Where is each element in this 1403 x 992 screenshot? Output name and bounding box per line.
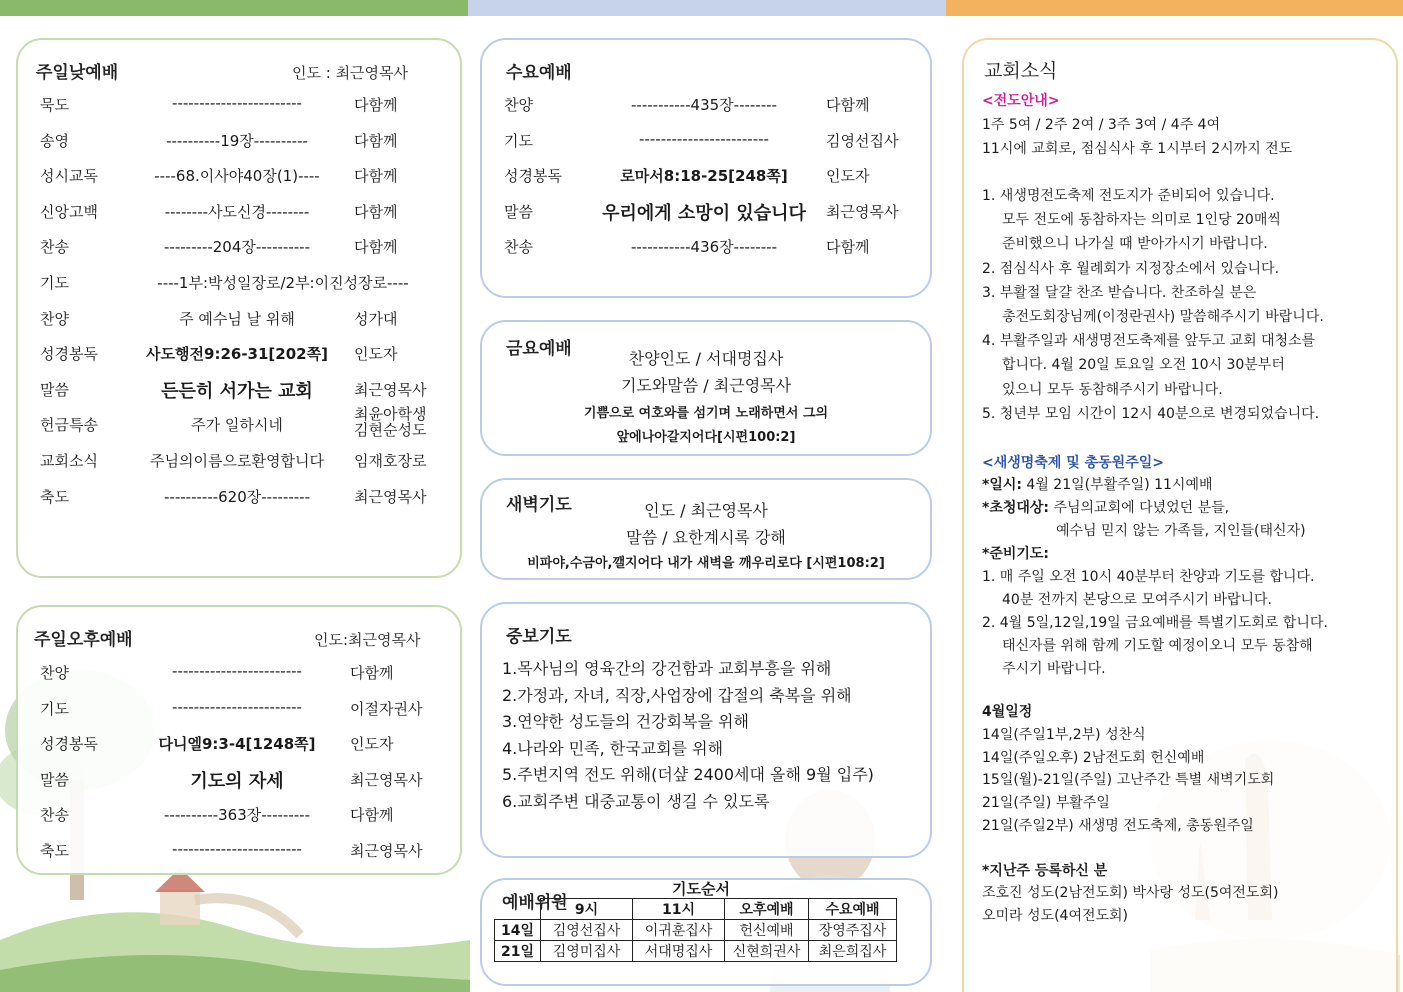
duty-cell: 김영미집사 bbox=[541, 941, 633, 962]
friday-verse-line1: 기쁨으로 여호와를 섬기며 노래하면서 그의 bbox=[583, 406, 829, 421]
notice-line: 준비했으니 나가실 때 받아가시기 바랍니다. bbox=[1002, 236, 1268, 253]
duty-row bbox=[495, 920, 897, 941]
prep-prayer-line: 1. 매 주일 오전 10시 40분부터 찬양과 기도를 합니다. bbox=[982, 569, 1315, 585]
newcomers-heading: *지난주 등록하신 분 bbox=[982, 863, 1108, 879]
sunday-pm-leader: 인도:최근영목사 bbox=[314, 631, 421, 649]
duty-panel bbox=[480, 878, 932, 986]
sunday-am-row-content: 주님의이름으로환영합니다 bbox=[150, 452, 324, 470]
sunday-pm-row-content: ------------------------ bbox=[172, 662, 302, 680]
sunday-am-row-content: ----68.이사야40장(1)---- bbox=[154, 167, 320, 186]
friday-title: 금요예배 bbox=[506, 339, 572, 359]
sunday-pm-row-label: 축도 bbox=[40, 841, 69, 860]
duty-row bbox=[495, 941, 897, 962]
sunday-am-row-person: 다함께 bbox=[354, 202, 398, 221]
newcomer-line: 조호진 성도(2남전도회) 박사랑 성도(5여전도회) bbox=[982, 885, 1279, 901]
sunday-pm-row-person: 다함께 bbox=[350, 806, 394, 824]
festival-invite-value: 주님의교회에 다녔었던 분들, bbox=[1049, 500, 1230, 516]
wednesday-row-label: 찬송 bbox=[504, 238, 533, 257]
wednesday-row-person: 인도자 bbox=[826, 167, 870, 186]
april-schedule-item: 14일(주일1부,2부) 성찬식 bbox=[982, 727, 1146, 743]
duty-date-cell: 21일 bbox=[495, 941, 541, 962]
festival-invite-label: *초청대상: bbox=[982, 500, 1050, 516]
duty-cell: 김영선집사 bbox=[541, 920, 633, 941]
sunday-am-row-content: ----------19장---------- bbox=[166, 131, 308, 150]
sunday-pm-panel bbox=[16, 605, 462, 875]
intercession-item: 2.가정과, 자녀, 직장,사업장에 갑절의 축복을 위해 bbox=[502, 685, 852, 705]
intercession-item: 1.목사님의 영육간의 강건함과 교회부흥을 위해 bbox=[502, 659, 832, 678]
duty-title: 예배위원 bbox=[502, 893, 568, 913]
duty-header-cell: 11시 bbox=[633, 899, 725, 920]
duty-cell: 이귀훈집사 bbox=[633, 920, 725, 941]
dawn-leader: 인도 / 최근영목사 bbox=[644, 501, 768, 520]
festival-date bbox=[982, 474, 1213, 494]
prep-prayer-label: *준비기도: bbox=[982, 546, 1050, 562]
festival-invite-continued: 예수님 믿지 않는 가족들, 지인들(태신자) bbox=[1056, 523, 1306, 539]
festival-date-value: 4월 21일(부활주일) 11시예배 bbox=[1021, 477, 1213, 493]
sunday-am-row-label: 헌금특송 bbox=[40, 416, 98, 435]
sunday-pm-row-content: ------------------------ bbox=[172, 839, 302, 858]
sunday-pm-row-label: 찬양 bbox=[40, 664, 69, 682]
sunday-pm-row-label: 기도 bbox=[40, 699, 69, 718]
sunday-am-panel bbox=[16, 38, 462, 578]
duty-header-cell: 수요예배 bbox=[809, 899, 897, 920]
dawn-prayer-panel bbox=[480, 478, 932, 580]
intercession-title: 중보기도 bbox=[506, 627, 572, 647]
april-schedule-item: 21일(주일) 부활주일 bbox=[982, 795, 1110, 812]
intercession-item: 5.주변지역 전도 위해(더샾 2400세대 올해 9월 입주) bbox=[502, 765, 874, 785]
festival-heading: <새생명축제 및 총동원주일> bbox=[982, 455, 1164, 471]
wednesday-row-label: 찬양 bbox=[504, 96, 533, 114]
intercession-panel bbox=[480, 602, 932, 858]
wednesday-row-content: 로마서8:18-25[248쪽] bbox=[620, 167, 788, 186]
sunday-am-row-person: 다함께 bbox=[354, 167, 398, 186]
notice-line: 4. 부활주일과 새생명전도축제를 앞두고 교회 대청소를 bbox=[982, 333, 1316, 350]
sunday-am-row-person: 다함께 bbox=[354, 238, 398, 257]
sunday-am-row-label: 교회소식 bbox=[40, 452, 98, 470]
duty-subtitle: 기도순서 bbox=[672, 880, 730, 898]
top-band-green bbox=[0, 0, 468, 16]
wednesday-row-content: -----------435장-------- bbox=[631, 96, 777, 114]
friday-sermon: 기도와말씀 / 최근영목사 bbox=[620, 376, 792, 395]
dawn-title: 새벽기도 bbox=[506, 495, 572, 515]
wednesday-row-label: 성경봉독 bbox=[504, 167, 562, 186]
wednesday-row-content: 우리에게 소망이 있습니다 bbox=[602, 202, 806, 224]
wednesday-row-person: 다함께 bbox=[826, 96, 870, 114]
sunday-am-title: 주일낮예배 bbox=[36, 63, 119, 83]
top-band-orange bbox=[946, 0, 1403, 16]
sunday-am-row-person: 최근영목사 bbox=[354, 487, 427, 506]
friday-panel bbox=[480, 320, 932, 456]
wednesday-row-person: 김영선집사 bbox=[826, 131, 899, 150]
sunday-pm-row-person: 이절자권사 bbox=[350, 699, 423, 718]
prep-prayer-line: 태신자를 위해 함께 기도할 예정이오니 모두 동참해 bbox=[1002, 638, 1313, 654]
april-schedule-item: 15일(월)-21일(주일) 고난주간 특별 새벽기도회 bbox=[982, 772, 1275, 789]
sunday-pm-row-label: 찬송 bbox=[40, 806, 69, 824]
notice-line: 총전도회장님께(이정란권사) 말씀해주시기 바랍니다. bbox=[1002, 309, 1324, 325]
duty-header-cell bbox=[495, 899, 541, 920]
sunday-pm-row-person: 다함께 bbox=[350, 664, 394, 682]
duty-header-cell: 9시 bbox=[541, 899, 633, 920]
sunday-pm-row-person: 최근영목사 bbox=[350, 770, 423, 789]
sunday-pm-row-person: 인도자 bbox=[350, 735, 394, 753]
sunday-am-row-label: 성시교독 bbox=[40, 167, 98, 186]
duty-table bbox=[494, 898, 897, 962]
sunday-am-row-label: 송영 bbox=[40, 131, 69, 150]
sunday-am-row-content: --------사도신경-------- bbox=[164, 202, 310, 221]
sunday-am-row-person: 다함께 bbox=[354, 96, 398, 114]
notice-line: 모두 전도에 동참하자는 의미로 1인당 20매씩 bbox=[1002, 212, 1281, 229]
evangelism-heading: <전도안내> bbox=[982, 93, 1060, 109]
sunday-am-row-label: 찬양 bbox=[40, 309, 69, 328]
sunday-pm-row-label: 말씀 bbox=[40, 770, 69, 789]
wednesday-row-label: 기도 bbox=[504, 131, 533, 150]
friday-verse-line2: 앞에나아갈지어다[시편100:2] bbox=[616, 430, 796, 445]
duty-cell: 서대명집사 bbox=[633, 941, 725, 962]
church-news-panel bbox=[962, 38, 1398, 992]
sunday-am-row-label: 신앙고백 bbox=[40, 202, 98, 221]
news-title: 교회소식 bbox=[984, 60, 1058, 82]
intercession-item: 4.나라와 민족, 한국교회를 위해 bbox=[502, 738, 724, 758]
wednesday-row-person: 다함께 bbox=[826, 238, 870, 257]
sunday-am-row-person: 최근영목사 bbox=[354, 380, 427, 399]
wednesday-row-content: ------------------------ bbox=[639, 129, 769, 148]
sunday-am-row-label: 기도 bbox=[40, 274, 69, 292]
newcomer-line: 오미라 성도(4여전도회) bbox=[982, 908, 1128, 924]
evangelism-schedule: 1주 5여 / 2주 2여 / 3주 3여 / 4주 4여 bbox=[982, 117, 1221, 133]
notice-line: 있으니 모두 동참해주시기 바랍니다. bbox=[1002, 381, 1223, 398]
prep-prayer-line: 주시기 바랍니다. bbox=[1002, 661, 1106, 677]
duty-cell: 최은희집사 bbox=[809, 941, 897, 962]
notice-line: 5. 청년부 모임 시간이 12시 40분으로 변경되었습니다. bbox=[982, 405, 1320, 422]
sunday-am-row-content: 사도행전9:26-31[202쪽] bbox=[146, 345, 328, 364]
april-schedule-item: 21일(주일2부) 새생명 전도축제, 총동원주일 bbox=[982, 817, 1254, 834]
sunday-pm-title: 주일오후예배 bbox=[34, 630, 133, 650]
sunday-am-row-label: 찬송 bbox=[40, 238, 69, 257]
notice-line: 2. 점심식사 후 월례회가 지정장소에서 있습니다. bbox=[982, 260, 1280, 277]
sunday-pm-row-content: ----------363장--------- bbox=[164, 806, 310, 824]
sunday-pm-row-content: 다니엘9:3-4[1248쪽] bbox=[158, 735, 316, 753]
wednesday-row-person: 최근영목사 bbox=[826, 202, 899, 221]
sunday-pm-row-label: 성경봉독 bbox=[40, 735, 98, 753]
wednesday-row-label: 말씀 bbox=[504, 202, 533, 221]
sunday-am-row-content: 주가 일하시네 bbox=[191, 416, 283, 435]
duty-date-cell: 14일 bbox=[495, 920, 541, 941]
dawn-verse: 비파야,수금아,깰지어다 내가 새벽을 깨우리로다 [시편108:2] bbox=[527, 556, 885, 571]
sunday-am-row-label: 축도 bbox=[40, 487, 69, 506]
evangelism-time: 11시에 교회로, 점심식사 후 1시부터 2시까지 전도 bbox=[982, 141, 1293, 157]
notice-line: 1. 새생명전도축제 전도지가 준비되어 있습니다. bbox=[982, 188, 1275, 204]
sunday-am-row-content: ------------------------ bbox=[172, 94, 302, 112]
april-schedule-item: 14일(주일오후) 2남전도회 헌신예배 bbox=[982, 749, 1205, 766]
wednesday-panel bbox=[480, 38, 932, 298]
sunday-pm-row-person: 최근영목사 bbox=[350, 841, 423, 860]
sunday-am-row-content: 주 예수님 날 위해 bbox=[179, 309, 295, 328]
prep-prayer-line: 2. 4월 5일,12일,19일 금요예배를 특별기도회로 합니다. bbox=[982, 615, 1328, 631]
duty-header-cell: 오후예배 bbox=[725, 899, 809, 920]
duty-cell: 장영주집사 bbox=[809, 920, 897, 941]
sunday-am-row-content: 든든히 서가는 교회 bbox=[161, 380, 313, 402]
festival-invite bbox=[982, 497, 1229, 517]
sunday-am-row-content: ----1부:박성일장로/2부:이진성장로---- bbox=[157, 274, 409, 292]
wednesday-title: 수요예배 bbox=[506, 63, 572, 83]
sunday-pm-row-content: ------------------------ bbox=[172, 697, 302, 716]
sunday-am-row-person: 성가대 bbox=[354, 309, 398, 328]
friday-praise-leader: 찬양인도 / 서대명집사 bbox=[628, 349, 784, 368]
festival-date-label: *일시: bbox=[982, 477, 1022, 493]
sunday-am-row-content: ---------204장---------- bbox=[164, 238, 310, 257]
sunday-am-row-content: ----------620장--------- bbox=[164, 487, 310, 506]
notice-line: 합니다. 4월 20일 토요일 오전 10시 30분부터 bbox=[1002, 357, 1285, 374]
intercession-item: 6.교회주변 대중교통이 생길 수 있도록 bbox=[502, 792, 770, 811]
sunday-am-row-label: 말씀 bbox=[40, 380, 69, 399]
sunday-am-row-person: 최윤아학생 김현순성도 bbox=[354, 405, 427, 440]
sunday-am-row-person: 인도자 bbox=[354, 345, 398, 364]
top-band-blue bbox=[468, 0, 946, 16]
duty-cell: 헌신예배 bbox=[725, 920, 809, 941]
sunday-am-leader: 인도 : 최근영목사 bbox=[292, 64, 409, 82]
intercession-item: 3.연약한 성도들의 건강회복을 위해 bbox=[502, 712, 749, 732]
prep-prayer-line: 40분 전까지 본당으로 모여주시기 바랍니다. bbox=[1002, 592, 1272, 608]
sunday-am-row-person: 다함께 bbox=[354, 131, 398, 150]
notice-line: 3. 부활절 달걀 찬조 받습니다. 찬조하실 분은 bbox=[982, 284, 1257, 301]
wednesday-row-content: -----------436장-------- bbox=[631, 238, 777, 257]
dawn-sermon: 말씀 / 요한계시록 강해 bbox=[626, 528, 786, 547]
april-schedule-heading: 4월일정 bbox=[982, 704, 1033, 720]
sunday-am-row-label: 성경봉독 bbox=[40, 345, 98, 364]
sunday-am-row-person: 임재호장로 bbox=[354, 452, 427, 470]
sunday-pm-row-content: 기도의 자세 bbox=[190, 770, 284, 792]
duty-cell: 신현희권사 bbox=[725, 941, 809, 962]
duty-header-row bbox=[495, 899, 897, 920]
sunday-am-row-label: 묵도 bbox=[40, 96, 69, 114]
